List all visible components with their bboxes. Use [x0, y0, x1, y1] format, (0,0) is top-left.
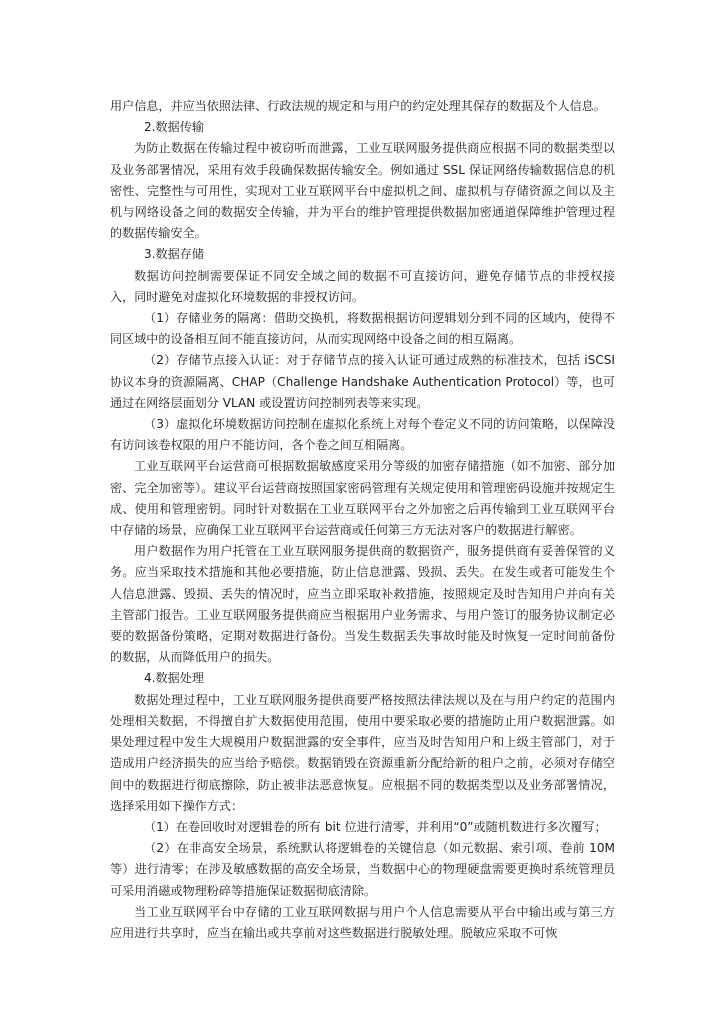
paragraph: 当工业互联网平台中存储的工业互联网数据与用户个人信息需要从平台中输出或与第三方应用进行共享时，应当在输出或共享前对这些数据进行脱敏处理。脱敏应采取不可恢	[110, 904, 615, 940]
section-heading-data-storage: 3.数据存储	[144, 247, 204, 262]
section-heading-data-transmission: 2.数据传输	[144, 120, 204, 135]
paragraph: 数据访问控制需要保证不同安全域之间的数据不可直接访问，避免存储节点的非授权接入，同时避免对虚拟化环境数据的非授权访问。	[110, 268, 615, 304]
paragraph: 工业互联网平台运营商可根据数据敏感度采用分等级的加密存储措施（如不加密、部分加密、完全加密等）。建议平台运营商按照国家密码管理有关规定使用和管理密码设施并按规定生成、使用和管理密钥。同时针对数据在工业互联网平台之外加密之后再传输到工业互联网平台中存储的场景，应确保工业互联网平台运营商或任何第三方无法对客户的数据进行解密。	[110, 459, 615, 538]
list-item: （1）存储业务的隔离：借助交换机，将数据根据访问逻辑划分到不同的区域内，使得不同区域中的设备相互间不能直接访问，从而实现网络中设备之间的相互隔离。	[110, 311, 615, 347]
list-item: （2）在非高安全场景，系统默认将逻辑卷的关键信息（如元数据、索引项、卷前 10M 等）进行清零；在涉及敏感数据的高安全场景，当数据中心的物理硬盘需要更换时系统管理员可采用消磁或物理粉碎等措施保证数据彻底清除。	[110, 841, 615, 898]
paragraph: 数据处理过程中，工业互联网服务提供商要严格按照法律法规以及在与用户约定的范围内处理相关数据，不得擅自扩大数据使用范围，使用中要采取必要的措施防止用户数据泄露。如果处理过程中发生大规模用户数据泄露的安全事件，应当及时告知用户和上级主管部门，对于造成用户经济损失的应当给予赔偿。数据销毁在资源重新分配给新的租户之前，必须对存储空间中的数据进行彻底擦除，防止被非法恶意恢复。应根据不同的数据类型以及业务部署情况，选择采用如下操作方式：	[110, 692, 615, 813]
paragraph: 用户信息，并应当依照法律、行政法规的规定和与用户的约定处理其保存的数据及个人信息。	[110, 99, 606, 113]
document-body	[110, 96, 615, 944]
section-heading-data-processing: 4.数据处理	[144, 671, 204, 686]
list-item: （2）存储节点接入认证：对于存储节点的接入认证可通过成熟的标准技术，包括 iSCSI 协议本身的资源隔离、CHAP（Challenge Handshake Authentication Protocol）等，也可通过在网络层面划分 VLAN 或设置访问控制列表等来实现。	[110, 353, 615, 410]
paragraph: 用户数据作为用户托管在工业互联网服务提供商的数据资产，服务提供商有妥善保管的义务。应当采取技术措施和其他必要措施，防止信息泄露、毁损、丢失。在发生或者可能发生个人信息泄露、毁损、丢失的情况时，应当立即采取补救措施，按照规定及时告知用户并向有关主管部门报告。工业互联网服务提供商应当根据用户业务需求、与用户签订的服务协议制定必要的数据备份策略，定期对数据进行备份。当发生数据丢失事故时能及时恢复一定时间前备份的数据，从而降低用户的损失。	[110, 544, 615, 665]
list-item: （3）虚拟化环境数据访问控制在虚拟化系统上对每个卷定义不同的访问策略，以保障没有访问该卷权限的用户不能访问，各个卷之间互相隔离。	[110, 417, 615, 453]
paragraph: 为防止数据在传输过程中被窃听而泄露，工业互联网服务提供商应根据不同的数据类型以及业务部署情况，采用有效手段确保数据传输安全。例如通过 SSL 保证网络传输数据信息的机密性、完整性与可用性，实现对工业互联网平台中虚拟机之间、虚拟机与存储资源之间以及主机与网络设备之间的数据安全传输，并为平台的维护管理提供数据加密通道保障维护管理过程的数据传输安全。	[110, 141, 615, 241]
list-item: （1）在卷回收时对逻辑卷的所有 bit 位进行清零，并利用“0”或随机数进行多次覆写；	[144, 819, 607, 834]
